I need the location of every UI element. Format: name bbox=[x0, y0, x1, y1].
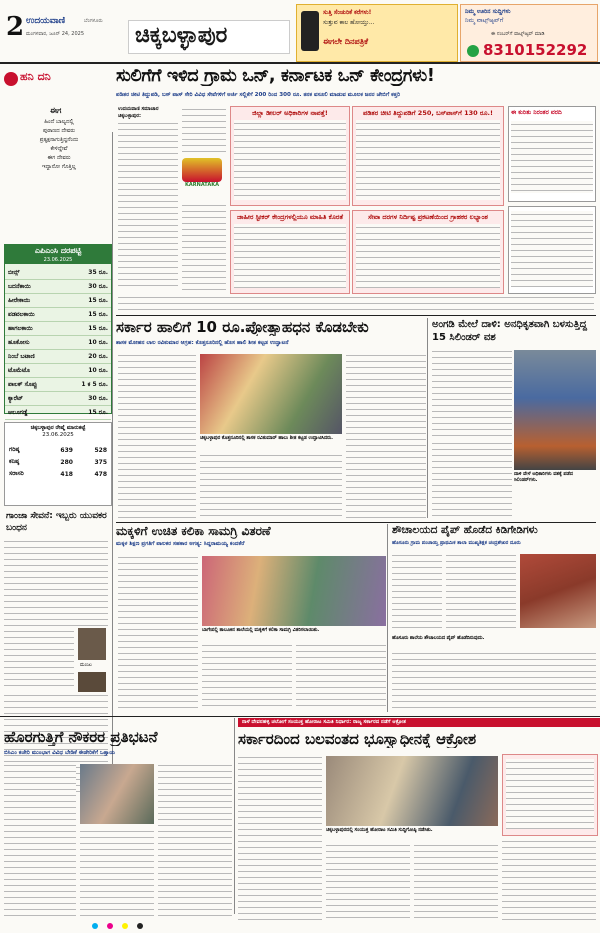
box-ration bbox=[352, 106, 504, 206]
cylinder-photo-caption: ದಾಳಿ ವೇಳೆ ಅಧಿಕಾರಿಗಳು ವಶಕ್ಕೆ ಪಡೆದ ಸಿಲಿಂಡರ್‌ಗಳು. bbox=[514, 472, 573, 483]
box-sticker-title: ಜಾಹೀರ ಸ್ಟೀಕರ್ ಕೇಂದ್ರಗಳಲ್ಲಿಯೂ ಮಾಹಿತಿ ಕೊರತೆ bbox=[236, 213, 344, 221]
price-item: ಆಲೂಗಡ್ಡೆ bbox=[8, 408, 28, 416]
land-side-box bbox=[502, 754, 598, 836]
price-row bbox=[5, 336, 111, 350]
box-dealer bbox=[230, 106, 350, 206]
price-row bbox=[5, 406, 111, 420]
phone-icon bbox=[301, 11, 319, 51]
cylinder-story bbox=[432, 318, 596, 522]
strike-story bbox=[4, 728, 232, 924]
price-item: ಹಾಗಲಕಾಯಿ bbox=[8, 324, 33, 332]
apmc-title: ಎಪಿಎಂಸಿ ದರಪಟ್ಟಿ bbox=[5, 245, 111, 256]
silk-date: 23.06.2025 bbox=[42, 432, 74, 438]
quote-lines bbox=[14, 118, 104, 172]
silk-title: ಚಿಕ್ಕಬಳ್ಳಾಪುರ ರೇಷ್ಮೆ ಮಾರುಕಟ್ಟೆ bbox=[30, 425, 86, 431]
toilet-story bbox=[392, 524, 596, 714]
price-rate: 15 ರೂ. bbox=[88, 296, 108, 304]
silk-cell: 280 bbox=[60, 458, 73, 466]
section-title: ಚಿಕ್ಕಬಳ್ಳಾಪುರ bbox=[135, 23, 228, 48]
quote-line: ಇದ್ದಾನೋ ಗೊತ್ತಿಲ್ಲ bbox=[42, 164, 76, 170]
strike-photo bbox=[80, 764, 154, 824]
box-dealer-title: ಜಿಲ್ಲಾ ಡೀಲರ್ ಅಧಿಕಾರಿಗಳ ನಾಪತ್ತೆ! bbox=[252, 109, 328, 117]
silk-cell: ಗರಿಷ್ಠ bbox=[9, 446, 20, 453]
ad-newspaper bbox=[296, 4, 458, 62]
ad2-caption: ಈ ನಂಬರ್‌ಗೆ ವಾಟ್ಸ್‌ಆ್ಯಪ್ ಮಾಡಿ bbox=[491, 31, 545, 37]
price-item: ಬದನೆಕಾಯಿ bbox=[8, 282, 31, 290]
silk-row bbox=[5, 456, 111, 468]
land-headline: ಸರ್ಕಾರದಿಂದ ಬಲವಂತದ ಭೂಸ್ವಾಧೀನಕ್ಕೆ ಆಕ್ರೋಶ bbox=[238, 730, 477, 748]
milk-photo-caption: ಚಿಕ್ಕಬಳ್ಳಾಪುರ ಕೊತ್ತನೂರಿನಲ್ಲಿ ಶಾಸಕ ರವಿಕುಮಾರ್ ಹಾಲು ಶೀತ ಕಟ್ಟಡ ಉದ್ಘಾಟಿಸಿದರು. bbox=[200, 436, 333, 441]
ad1-line1: ಸುತ್ತಿ ಸೆಂಚುರಿಕೆ ಕರೆಗಳು! bbox=[323, 9, 372, 16]
strike-headline: ಹೊರಗುತ್ತಿಗೆ ನೌಕರರ ಪ್ರತಿಭಟನೆ bbox=[4, 728, 158, 746]
brand-logo-icon bbox=[4, 72, 18, 86]
print-marks bbox=[92, 914, 592, 924]
silk-cell: ಕನಿಷ್ಠ bbox=[9, 458, 20, 465]
page-number: 2 bbox=[6, 12, 25, 42]
price-rate: 10 ರೂ. bbox=[88, 338, 108, 346]
milk-subhead: ಶಾಸಕ ಮೋಹನ ಲಾಲ ರವಿಕುಮಾರ ಆಗ್ರಹ: ಕೊತ್ತನೂರಿನಲ್ಲಿ ಹೊಸ ಹಾಲಿ ಶೀತ ಕಟ್ಟಡ ಉದ್ಘಾಟನೆ bbox=[116, 340, 289, 346]
price-rate: 30 ರೂ. bbox=[88, 394, 108, 402]
land-photo-caption: ಚಿಕ್ಕಬಳ್ಳಾಪುರದಲ್ಲಿ ಸಂಯುಕ್ತ ಹೋರಾಟ ಸಮಿತಿ ಸುದ್ದಿಗೋಷ್ಠಿ ನಡೆಸಿತು. bbox=[326, 828, 433, 833]
price-row bbox=[5, 350, 111, 364]
kids-story bbox=[116, 524, 388, 714]
apmc-price-box bbox=[4, 244, 112, 414]
ad2-line2: ನಿಮ್ಮ ವಾಟ್ಸ್‌ಆ್ಯಪ್‌ಗೆ bbox=[465, 17, 504, 24]
price-item: ನಿಂಬೆ ಬಟಾಣಿ bbox=[8, 352, 35, 360]
strike-subhead: ಬಿಸಿಎಂ ಕಚೇರಿ ಮುಂಭಾಗ ವಿವಿಧ ಬೇಡಿಕೆ ಈಡೇರಿಕೆಗೆ ಒತ್ತಾಯ bbox=[4, 750, 116, 756]
price-row bbox=[5, 378, 111, 392]
toilet-photo bbox=[520, 554, 596, 628]
cylinder-headline: ಅಂಗಡಿ ಮೇಲೆ ದಾಳಿ: ಅನಧಿಕೃತವಾಗಿ ಬಳಸುತ್ತಿದ್ದ 15 ಸಿಲಿಂಡರ್ ವಶ bbox=[432, 319, 587, 343]
mugshot-1-name: ಮಂಜು bbox=[80, 662, 92, 668]
ganja-headline: ಗಾಂಜಾ ಸೇವನೆ: ಇಬ್ಬರು ಯುವಕರ ಬಂಧನ bbox=[6, 511, 107, 533]
price-item: ಪಾಲಕ್ ಸೊಪ್ಪು bbox=[8, 380, 38, 388]
sidebar bbox=[0, 66, 112, 791]
quote-line: ಪ್ರತ್ಯಕ್ಷನಾಗುತ್ತಿದ್ದನೆಂದು bbox=[39, 137, 79, 143]
paper-name: ಉದಯವಾಣಿ bbox=[26, 16, 66, 26]
quote-line: ಪುರಾಣದ ದೇವರು bbox=[42, 128, 76, 134]
silk-cell: 639 bbox=[60, 446, 73, 454]
price-item: ಟೊಮೆಟೊ bbox=[8, 366, 30, 374]
price-item: ಕ್ಯಾರೆಟ್ bbox=[8, 394, 23, 402]
price-row bbox=[5, 392, 111, 406]
price-row bbox=[5, 322, 111, 336]
kids-photo-caption: ಬಾಗೇಪಲ್ಲಿ ತಾಲೂಕಿನ ಶಾಲೆಯಲ್ಲಿ ಮಕ್ಕಳಿಗೆ ಕಲಿಕಾ ಸಾಮಗ್ರಿ ವಿತರಿಸಲಾಯಿತು. bbox=[202, 628, 320, 633]
top-story bbox=[116, 66, 596, 316]
ad2-phone: 8310152292 bbox=[483, 41, 588, 59]
price-rate: 15 ರೂ. bbox=[88, 310, 108, 318]
kids-subhead: ಮಕ್ಕಳ ಶಿಕ್ಷಣ ಪ್ರಗತಿಗೆ ಪಾಲಕರ ಸಹಕಾರ ಅಗತ್ಯ: ಸಿದ್ದರಾಮಯ್ಯ ಕಂದಕೆರೆ bbox=[116, 541, 245, 547]
ad1-brand: ಈಗಲೇ ದಿನಪತ್ರಿಕೆ bbox=[323, 37, 369, 46]
quote-head: ಈಗ bbox=[50, 106, 62, 115]
top-headline: ಸುಲಿಗೆಗೆ ಇಳಿದ ಗ್ರಾಮ ಒನ್, ಕರ್ನಾಟಕ ಒನ್ ಕೇಂದ್ರಗಳು! bbox=[116, 66, 435, 86]
apmc-date: 23.06.2025 bbox=[5, 256, 111, 264]
silk-cell: 418 bbox=[60, 470, 73, 478]
silk-row bbox=[5, 468, 111, 480]
price-row bbox=[5, 266, 111, 280]
price-item: ಹೂಕೋಸು bbox=[8, 338, 30, 346]
edition-label: ಬೆಂಗಳೂರು bbox=[84, 18, 103, 24]
section-banner bbox=[128, 20, 290, 54]
box-sticker bbox=[230, 210, 350, 294]
price-rate: 15 ರೂ. bbox=[88, 408, 108, 416]
price-rate: 35 ರೂ. bbox=[88, 268, 108, 276]
dateline: ಚಿಕ್ಕಬಳ್ಳಾಪುರ: bbox=[118, 113, 141, 119]
toilet-subhead: ಹೊಸೂರು ಗ್ರಾಮ ಪಂಚಾಯ್ತಿ ಪ್ರಾಥಮಿಕ ಶಾಲಾ ಮುಖ್ಯಶಿಕ್ಷಕ ಚಂದ್ರಶೇಖರ ದೂರು bbox=[392, 540, 521, 546]
price-row bbox=[5, 294, 111, 308]
price-row bbox=[5, 364, 111, 378]
side-note-box bbox=[508, 106, 596, 202]
box-ration-title: ಪಡಿತರ ಚೀಟಿ ತಿದ್ದುಪಡಿಗೆ 250, ಬಸ್‌ಪಾಸ್‌ಗೆ 130 ರೂ.! bbox=[363, 109, 493, 117]
milk-story bbox=[116, 318, 428, 522]
silk-cell: 375 bbox=[94, 458, 107, 466]
price-item: ಬೀನ್ಸ್ bbox=[8, 268, 20, 276]
whatsapp-icon bbox=[467, 45, 479, 57]
ad2-line1: ನಿಮ್ಮ ಊರಿನ ಸುದ್ದಿಗಳು bbox=[465, 8, 511, 15]
karnataka-logo: KARNATAKA bbox=[182, 158, 222, 198]
silk-table bbox=[5, 444, 111, 480]
silk-cell: ಸರಾಸರಿ bbox=[9, 470, 24, 477]
milk-photo bbox=[200, 354, 342, 434]
toilet-headline: ಶೌಚಾಲಯದ ಪೈಪ್ ಹೊಡೆದ ಕಿಡಿಗೇಡಿಗಳು bbox=[392, 524, 538, 536]
land-story bbox=[238, 730, 596, 924]
silk-cell: 528 bbox=[94, 446, 107, 454]
milk-headline: ಸರ್ಕಾರ ಹಾಲಿಗೆ 10 ರೂ.ಪ್ರೋತ್ಸಾಹಧನ ಕೊಡಬೇಕು bbox=[116, 318, 369, 336]
price-item: ಪಡವಲಕಾಯಿ bbox=[8, 310, 35, 318]
price-row bbox=[5, 280, 111, 294]
kids-photo bbox=[202, 556, 386, 626]
side-note-box-2 bbox=[508, 206, 596, 294]
silk-cell: 478 bbox=[94, 470, 107, 478]
side-note-title: ಈ ಕುರಿತು ನಿರಂತರ ವರದಿ bbox=[511, 109, 562, 116]
price-rate: 20 ರೂ. bbox=[88, 352, 108, 360]
silk-row bbox=[5, 444, 111, 456]
ad1-line2: ಸುತ್ತುವ ಕಾಲ ಹೋಯ್ತು... bbox=[323, 19, 375, 26]
ad-whatsapp bbox=[460, 4, 598, 62]
price-rate: 1 ಕ 5 ರೂ. bbox=[81, 380, 108, 388]
land-kicker: ನಾಳೆ ದೇವನಹಳ್ಳಿ ಚಲೋಗೆ ಸಂಯುಕ್ತ ಹೋರಾಟ ಸಮಿತಿ ನಿರ್ಧಾರ: ರಾಜ್ಯ ಸರ್ಕಾರದ ನಡೆಗೆ ಆಕ್ರೋಶ bbox=[238, 718, 600, 727]
price-rate: 30 ರೂ. bbox=[88, 282, 108, 290]
price-rate: 10 ರೂ. bbox=[88, 366, 108, 374]
price-rate: 15 ರೂ. bbox=[88, 324, 108, 332]
brand-title: ಹನಿ ದನಿ bbox=[20, 70, 51, 83]
top-subhead: ಪಡಿತರ ಚೀಟಿ ತಿದ್ದುಪಡಿ, ಬಸ್ ಪಾಸ್ ಸೇರಿ ವಿವಿಧ ಸೇವೆಗಳಿಗೆ ಅರ್ಜಿ ಸಲ್ಲಿಕೆಗೆ 200 ರಿಂದ 300 ರೂ. ತನಕ ವಸೂಲಿ ಮಾಡುವ ಮೂಲಕ ಜನರ ಜೇಬಿಗೆ ಕತ್ತರಿ bbox=[116, 92, 401, 98]
quote-line: ಈಗ ದೇವರು bbox=[47, 155, 71, 161]
silk-market-box bbox=[4, 422, 112, 506]
quote-line: ಹಿಂದೆ ಬಾಲ್ಯದಲ್ಲಿ bbox=[44, 119, 74, 125]
box-service-title: ಸೇವಾ ದರಗಳ ನಿರ್ದಿಷ್ಟ ಪ್ರಕಟಣೆಯಿಂದ ಗ್ರಾಹಕರ ಲಭ್ಯಾಂಶ bbox=[368, 213, 488, 221]
cylinder-photo bbox=[514, 350, 596, 470]
price-item: ಹೀರೇಕಾಯಿ bbox=[8, 296, 31, 304]
masthead bbox=[0, 0, 600, 64]
kids-headline: ಮಕ್ಕಳಿಗೆ ಉಚಿತ ಕಲಿಕಾ ಸಾಮಗ್ರಿ ವಿತರಣೆ bbox=[116, 524, 271, 538]
byline: ಉದಯವಾಣಿ ಸಮಾಚಾರ bbox=[118, 106, 159, 112]
price-row bbox=[5, 308, 111, 322]
land-photo bbox=[326, 756, 498, 826]
toilet-photo-caption: ಹೊಸೂರು ಶಾಲೆಯ ಶೌಚಾಲಯದ ಪೈಪ್ ಹೊಡೆದಿರುವುದು. bbox=[392, 636, 485, 641]
quote-line: ಕೇಳಿದ್ದೇವೆ bbox=[50, 146, 68, 152]
mugshot-1 bbox=[78, 628, 106, 660]
date-line: ಮಂಗಳವಾರ, ಜೂನ್ 24, 2025 bbox=[26, 31, 84, 37]
box-service bbox=[352, 210, 504, 294]
apmc-price-table bbox=[5, 266, 111, 420]
